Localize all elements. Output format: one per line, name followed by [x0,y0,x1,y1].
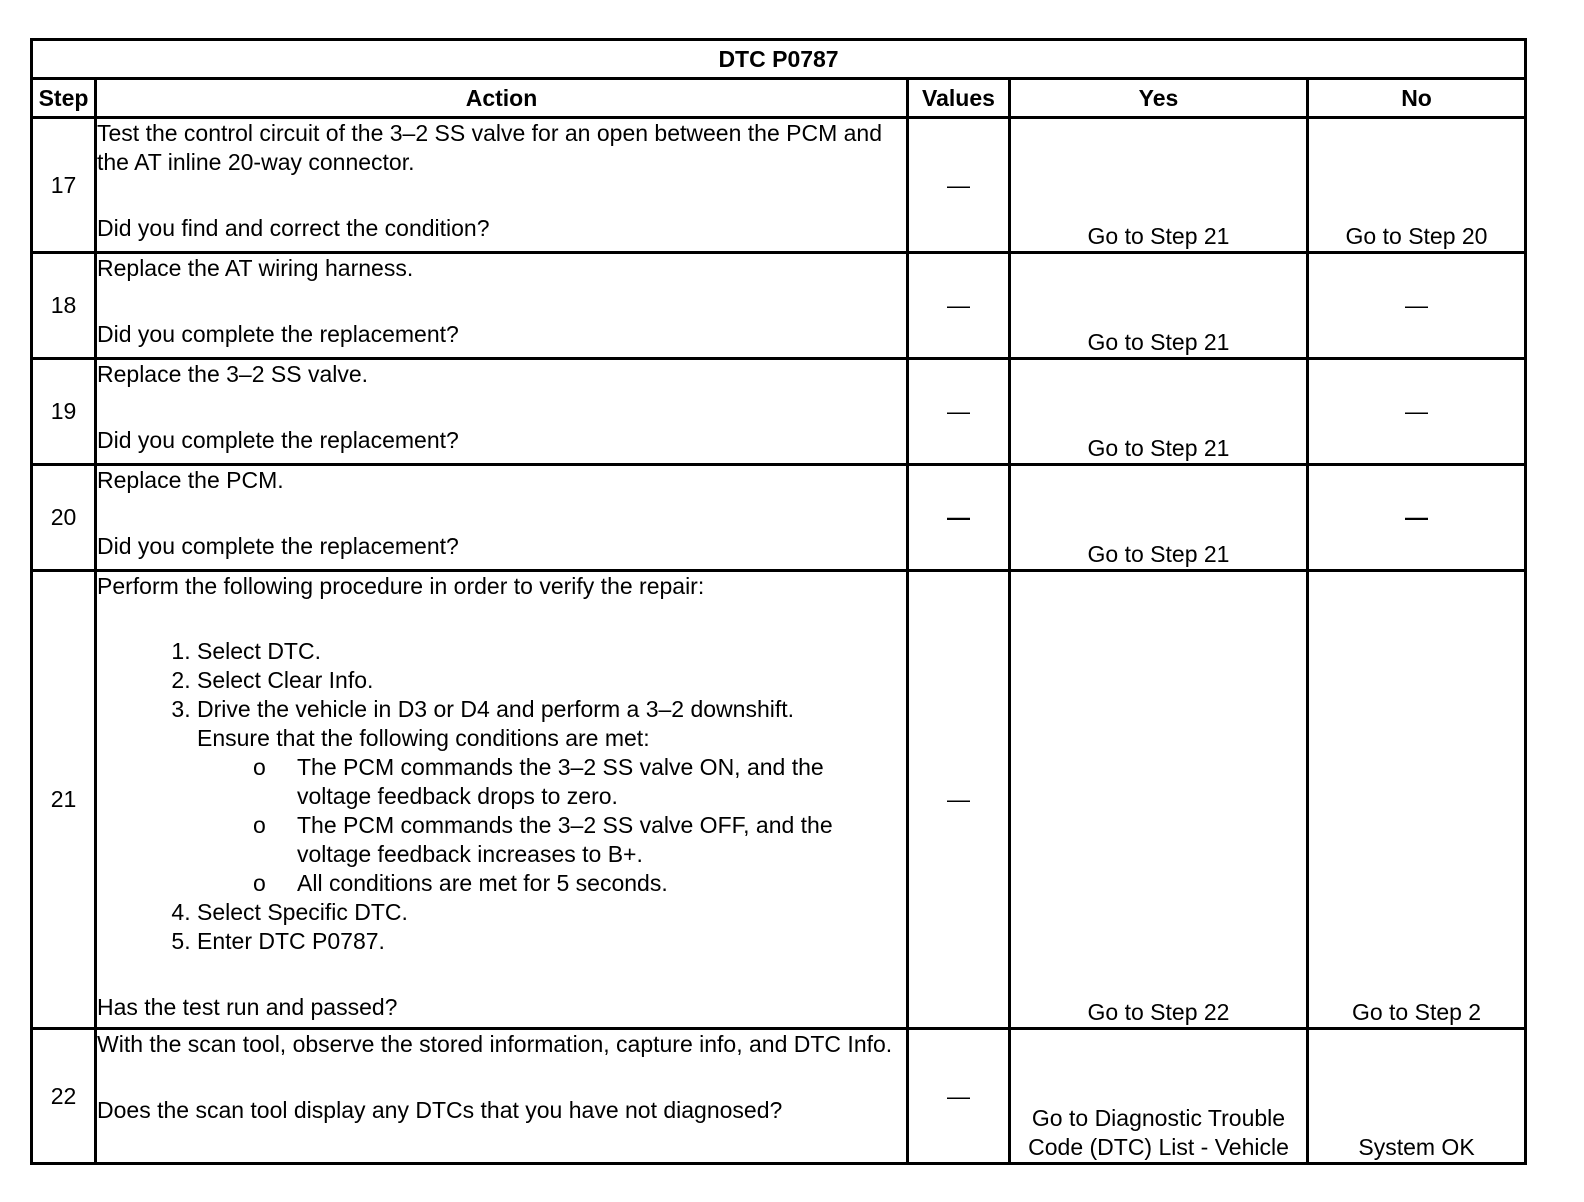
action-question: Did you complete the replacement? [97,427,459,453]
procedure-step [197,695,906,898]
no-cell[interactable]: Go to Step 2 [1308,571,1526,1029]
yes-cell[interactable]: Go to Step 22 [1010,571,1308,1029]
values-cell: — [908,253,1010,359]
no-cell: — [1308,465,1526,571]
table-title: DTC P0787 [32,40,1526,79]
procedure-step-text: 3. Drive the vehicle in D3 or D4 and perform a 3–2 downshift. Ensure that the following conditions are met: [197,696,795,751]
action-question: Did you find and correct the condition? [97,215,490,241]
action-text: Replace the 3–2 SS valve. [97,361,369,387]
step-number: 20 [32,465,96,571]
procedure-list [97,637,906,956]
table-row [32,465,1526,571]
action-cell [96,359,908,465]
values-cell: — [908,118,1010,253]
step-number: 17 [32,118,96,253]
yes-cell[interactable]: Go to Step 21 [1010,465,1308,571]
step-number: 19 [32,359,96,465]
values-cell: — [908,1029,1010,1164]
table-row [32,571,1526,1029]
header-action: Action [96,79,908,118]
action-cell [96,253,908,359]
action-text: Replace the PCM. [97,467,284,493]
action-text: Test the control circuit of the 3–2 SS valve for an open between the PCM and the AT inline 20-way connector. [97,120,883,175]
header-values: Values [908,79,1010,118]
no-cell: — [1308,359,1526,465]
table-row [32,118,1526,253]
header-step: Step [32,79,96,118]
values-cell: — [908,571,1010,1029]
action-question: Did you complete the replacement? [97,533,459,559]
dtc-table [30,38,1527,1165]
action-question: Has the test run and passed? [97,994,398,1020]
no-cell: — [1308,253,1526,359]
no-cell: System OK [1308,1029,1526,1164]
values-cell: — [908,359,1010,465]
yes-cell[interactable]: Go to Diagnostic Trouble Code (DTC) List - Vehicle [1010,1029,1308,1164]
procedure-step: 2. Select Clear Info. [197,666,906,695]
procedure-step: 5. Enter DTC P0787. [197,927,906,956]
action-cell [96,465,908,571]
condition-item: o The PCM commands the 3–2 SS valve OFF, and the voltage feedback increases to B+. [297,811,906,869]
procedure-step: 4. Select Specific DTC. [197,898,906,927]
condition-item: o All conditions are met for 5 seconds. [297,869,906,898]
table-row [32,1029,1526,1164]
yes-cell[interactable]: Go to Step 21 [1010,118,1308,253]
action-cell [96,1029,908,1164]
action-text: With the scan tool, observe the stored information, capture info, and DTC Info. [97,1031,893,1057]
yes-cell[interactable]: Go to Step 21 [1010,359,1308,465]
step-number: 22 [32,1029,96,1164]
header-no: No [1308,79,1526,118]
header-yes: Yes [1010,79,1308,118]
action-text: Perform the following procedure in order to verify the repair: [97,573,705,599]
procedure-step: 1. Select DTC. [197,637,906,666]
action-question: Did you complete the replacement? [97,321,459,347]
action-text: Replace the AT wiring harness. [97,255,414,281]
step-number: 18 [32,253,96,359]
table-row [32,253,1526,359]
no-cell[interactable]: Go to Step 20 [1308,118,1526,253]
conditions-list [197,753,906,898]
action-cell [96,118,908,253]
step-number: 21 [32,571,96,1029]
condition-item: o The PCM commands the 3–2 SS valve ON, and the voltage feedback drops to zero. [297,753,906,811]
values-cell: — [908,465,1010,571]
yes-cell[interactable]: Go to Step 21 [1010,253,1308,359]
action-question: Does the scan tool display any DTCs that you have not diagnosed? [97,1097,783,1123]
action-cell [96,571,908,1029]
table-row [32,359,1526,465]
